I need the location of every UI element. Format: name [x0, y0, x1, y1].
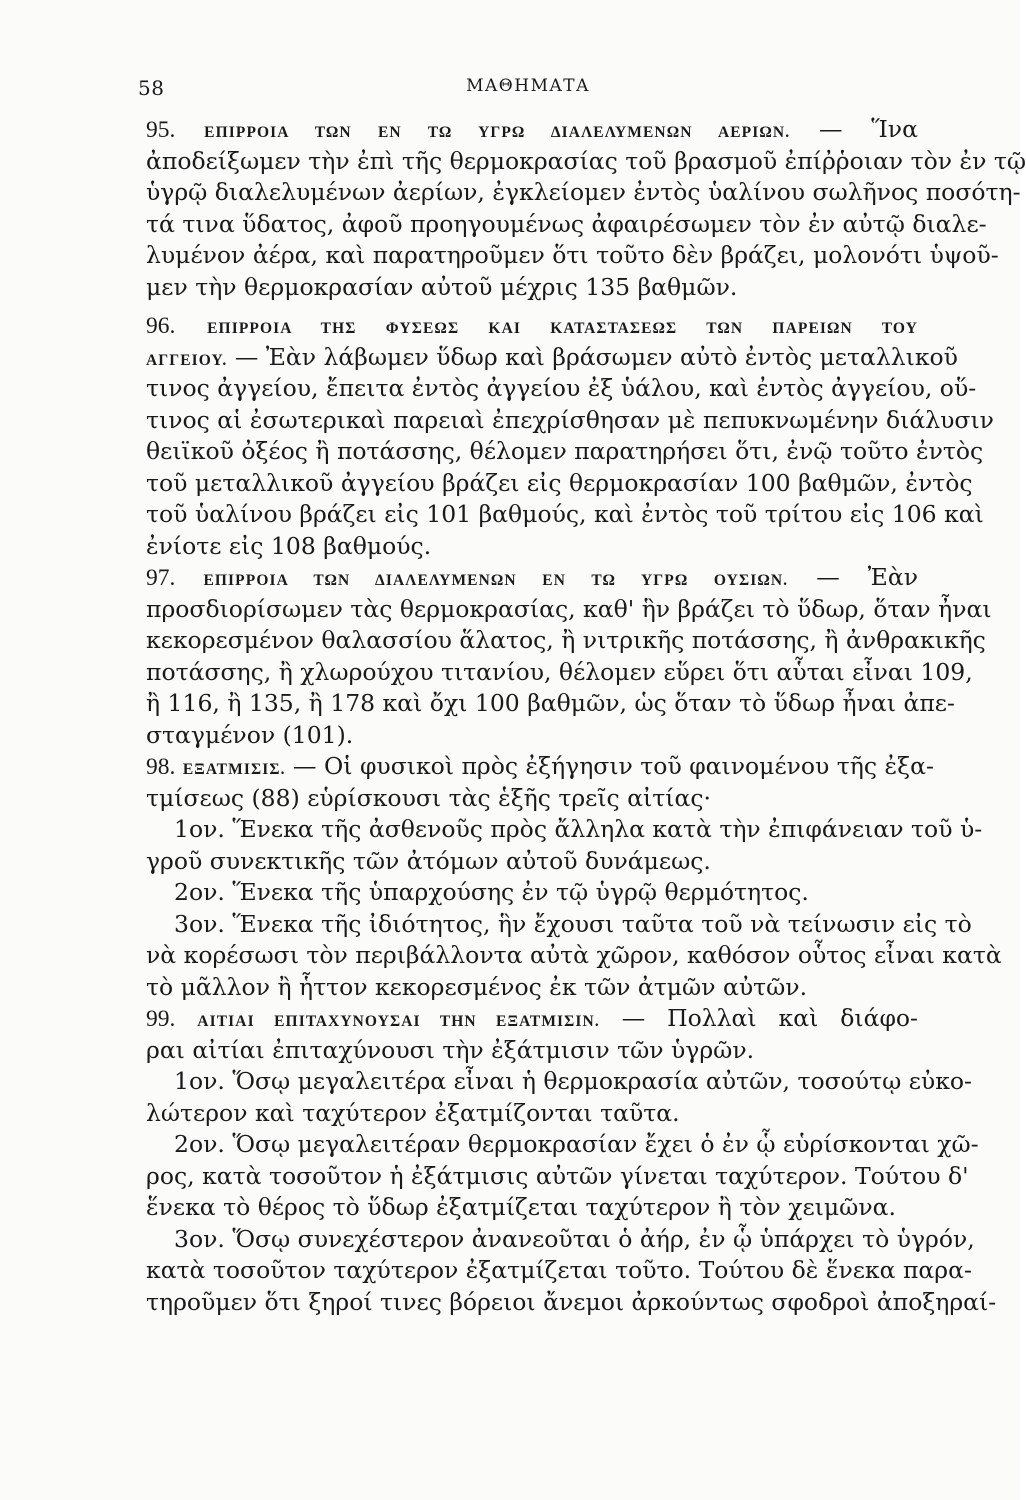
text-line [146, 909, 972, 941]
line-text: τινος αἱ ἐσωτερικαὶ παρειαὶ ἐπεχρίσθησαν μὲ πεπυκνωμένην διάλυσιν [146, 405, 994, 434]
line-text: ἀποδείξωμεν τὴν ἐπὶ τῆς θερμοκρασίας τοῦ βρασμοῦ ἐπίῤῥοιαν τὸν ἐν τῷ [146, 146, 1026, 175]
line-text: κατὰ τοσοῦτον ταχύτερον ἐξατμίζεται τοῦτο. Τούτου δὲ ἕνεκα παρα- [146, 1256, 972, 1284]
text-line [146, 405, 994, 437]
text-line [146, 1035, 918, 1067]
line-text: ἕνεκα τὸ θέρος τὸ ὕδωρ ἐξατμίζεται ταχύτερον ἢ τὸν χειμῶνα. [146, 1193, 896, 1221]
text-line [146, 972, 918, 1004]
line-text: ραι αἰτίαι ἐπιταχύνουσι τὴν ἐξάτμισιν τῶν ὑγρῶν. [146, 1035, 755, 1064]
text-line [146, 1066, 972, 1098]
text-line [146, 373, 977, 405]
line-text: κεκορεσμένον θαλασσίου ἅλατος, ἢ νιτρικῆς ποτάσσης, ἢ ἀνθρακικῆς [146, 626, 986, 654]
body-text [146, 114, 1026, 1318]
section-heading: ΑΙΤΙΑΙ ΕΠΙΤΑΧΥΝΟΥΣΑΙ ΤΗΝ ΕΞΑΤΜΙΣΙΝ. [197, 1013, 600, 1030]
line-text: τινος ἀγγείου, ἔπειτα ἐντὸς ἀγγείου ἐξ ὑάλου, καὶ ἐντὸς ἀγγείου, οὕ- [146, 374, 977, 402]
line-text: — Ἐὰν λάβωμεν ὕδωρ καὶ βράσωμεν αὐτὸ ἐντὸς μεταλλικοῦ [234, 342, 958, 371]
text-line [146, 468, 973, 500]
line-text: λυμένον ἀέρα, καὶ παρατηροῦμεν ὅτι τοῦτο δὲν βράζει, μολονότι ὑψοῦ- [146, 241, 999, 269]
text-line [146, 877, 918, 909]
line-text: ποτάσσης, ἢ χλωρούχου τιτανίου, θέλομεν εὕρει ὅτι αὗται εἶναι 109, [146, 657, 973, 686]
line-text: νὰ κορέσωσι τὸν περιβάλλοντα αὐτὰ χῶρον, καθόσον οὗτος εἶναι κατὰ [146, 941, 1002, 969]
text-line [146, 625, 986, 657]
line-text: 2ον. Ὅσῳ μεγαλειτέραν θερμοκρασίαν ἔχει ὁ ἐν ᾧ εὑρίσκονται χῶ- [174, 1130, 979, 1158]
text-line [146, 846, 918, 878]
line-text: προσδιορίσωμεν τὰς θερμοκρασίας, καθ' ἣν βράζει τὸ ὕδωρ, ὅταν ἦναι [146, 594, 992, 623]
line-text: 3ον. Ἕνεκα τῆς ἰδιότητος, ἣν ἔχουσι ταῦτα τοῦ νὰ τείνωσιν εἰς τὸ [174, 909, 972, 938]
text-line [146, 1098, 918, 1130]
text-line [146, 114, 918, 146]
section-heading: ΑΓΓΕΙΟΥ. [146, 351, 228, 369]
text-line [146, 814, 983, 846]
line-text: 3ον. Ὅσῳ συνεχέστερον ἀνανεοῦται ὁ ἀήρ, ἐν ᾧ ὑπάρχει τὸ ὑγρόν, [174, 1224, 975, 1253]
text-line [146, 342, 958, 374]
text-line [146, 783, 918, 815]
text-line [146, 272, 918, 304]
line-text: — Ἵνα [818, 115, 918, 143]
text-line [146, 177, 1021, 209]
text-line [146, 146, 1026, 178]
line-text: 1ον. Ὅσῳ μεγαλειτέρα εἶναι ἡ θερμοκρασία αὐτῶν, τοσούτῳ εὐκο- [174, 1067, 972, 1095]
section-number: 99. [146, 1006, 176, 1032]
line-text: γροῦ συνεκτικῆς τῶν ἀτόμων αὐτοῦ δυνάμεως. [146, 846, 711, 875]
text-line [146, 1255, 972, 1287]
text-line [146, 751, 934, 783]
section-number: 98. [146, 754, 176, 780]
line-text: τηροῦμεν ὅτι ξηροί τινες βόρειοι ἄνεμοι ἀρκούντως σφοδροὶ ἀποξηραί- [146, 1287, 997, 1316]
line-text: ἢ 116, ἢ 135, ἢ 178 καὶ ὄχι 100 βαθμῶν, ὡς ὅταν τὸ ὕδωρ ἦναι ἀπε- [146, 689, 955, 717]
text-line [146, 940, 1002, 972]
line-text: ρος, κατὰ τοσοῦτον ἡ ἐξάτμισις αὐτῶν γίνεται ταχύτερον. Τούτου δ' [146, 1161, 969, 1190]
text-line [146, 240, 999, 272]
text-line [146, 1161, 969, 1193]
running-title: ΜΑΘΗΜΑΤΑ [466, 76, 590, 96]
text-line [146, 1003, 918, 1035]
line-text: θειϊκοῦ ὀξέος ἢ ποτάσσης, θέλομεν παρατηρήσει ὅτι, ἐνῷ τοῦτο ἐντὸς [146, 437, 984, 465]
section-heading: ΕΠΙΡΡΟΙΑ ΤΩΝ ΕΝ ΤΩ ΥΓΡΩ ΔΙΑΛΕΛΥΜΕΝΩΝ ΑΕΡΙΩΝ. [204, 124, 791, 141]
text-line [146, 1129, 979, 1161]
line-text: μεν τὴν θερμοκρασίαν αὐτοῦ μέχρις 135 βαθμῶν. [146, 272, 738, 301]
line-text: τοῦ μεταλλικοῦ ἀγγείου βράζει εἰς θερμοκρασίαν 100 βαθμῶν, ἐντὸς [146, 468, 973, 497]
line-text: τὸ μᾶλλον ἢ ἧττον κεκορεσμένος ἐκ τῶν ἀτμῶν αὐτῶν. [146, 972, 808, 1001]
section-number: 96. [146, 313, 176, 339]
line-text: ὑγρῷ διαλελυμένων ἀερίων, ἐγκλείομεν ἐντὸς ὑαλίνου σωλῆνος ποσότη- [146, 178, 1021, 206]
text-line [146, 720, 918, 752]
line-text: τά τινα ὕδατος, ἀφοῦ προηγουμένως ἀφαιρέσωμεν τὸν ἐν αὐτῷ διαλε- [146, 209, 987, 238]
line-text: τμίσεως (88) εὑρίσκουσι τὰς ἑξῆς τρεῖς αἰτίας· [146, 783, 711, 812]
section-number: 95. [146, 117, 176, 143]
line-text: τοῦ ὑαλίνου βράζει εἰς 101 βαθμούς, καὶ ἐντὸς τοῦ τρίτου εἰς 106 καὶ [146, 500, 984, 528]
line-text: — Ἐὰν [816, 563, 918, 591]
text-line [146, 310, 918, 342]
text-line [146, 657, 973, 689]
text-line [146, 594, 992, 626]
text-line [146, 436, 984, 468]
page-number: 58 [138, 76, 165, 100]
line-text: 1ον. Ἕνεκα τῆς ἀσθενοῦς πρὸς ἄλληλα κατὰ τὴν ἐπιφάνειαν τοῦ ὑ- [174, 815, 983, 843]
line-text: σταγμένον (101). [146, 720, 354, 749]
text-line [146, 688, 955, 720]
text-line [146, 499, 984, 531]
section-heading: ΕΠΙΡΡΟΙΑ ΤΗΣ ΦΥΣΕΩΣ ΚΑΙ ΚΑΤΑΣΤΑΣΕΩΣ ΤΩΝ ΠΑΡΕΙΩΝ ΤΟΥ [207, 320, 918, 337]
line-text: — Οἱ φυσικοὶ πρὸς ἐξήγησιν τοῦ φαινομένου τῆς ἐξα- [293, 752, 934, 780]
text-line [146, 1224, 975, 1256]
text-line [146, 1192, 918, 1224]
text-line [146, 1287, 997, 1319]
line-text: λώτερον καὶ ταχύτερον ἐξατμίζονται ταῦτα. [146, 1098, 680, 1127]
text-line [146, 531, 918, 563]
section-number: 97. [146, 565, 176, 591]
section-heading: ΕΞΑΤΜΙΣΙΣ. [182, 761, 286, 778]
text-line [146, 209, 987, 241]
line-text: 2ον. Ἕνεκα τῆς ὑπαρχούσης ἐν τῷ ὑγρῷ θερμότητος. [174, 878, 809, 906]
line-text: — Πολλαὶ καὶ διάφο- [621, 1004, 918, 1032]
line-text: ἐνίοτε εἰς 108 βαθμούς. [146, 531, 432, 560]
page-header [138, 76, 918, 106]
text-line [146, 562, 918, 594]
section-heading: ΕΠΙΡΡΟΙΑ ΤΩΝ ΔΙΑΛΕΛΥΜΕΝΩΝ ΕΝ ΤΩ ΥΓΡΩ ΟΥΣΙΩΝ. [203, 572, 789, 589]
